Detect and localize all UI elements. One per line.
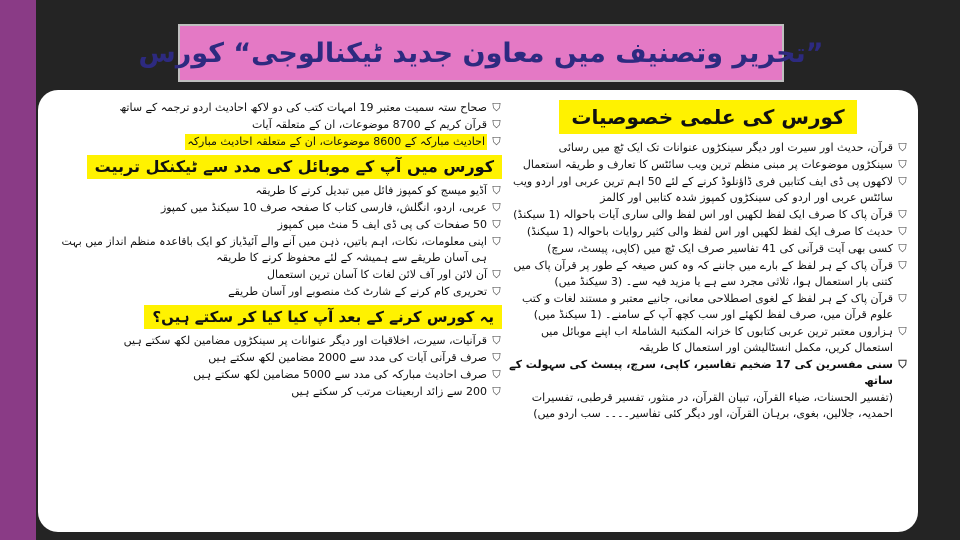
shield-icon: ⛉ [492, 118, 501, 131]
side-stripe [0, 0, 36, 540]
shield-icon: ⛉ [492, 368, 501, 381]
list-item: ⛉ قرآنیات، سیرت، اخلاقیات اور دیگر عنوانات پر سینکڑوں مضامین لکھ سکتے ہیں [123, 334, 501, 347]
shield-icon: ⛉ [898, 292, 907, 305]
shield-icon: ⛉ [492, 235, 501, 248]
list-item: ⛉ صرف احادیث مبارکہ کی مدد سے 5000 مضامین لکھ سکتے ہیں [193, 368, 501, 381]
list-item: ⛉ ہزاروں معتبر ترین عربی کتابوں کا خزانہ المکتبۃ الشاملۃ اب اپنے موبائل میں استعمال کریں، مکمل انسٹالیشن اور استعمال کا طریقہ [540, 325, 907, 354]
section-heading-features: کورس کی علمی خصوصیات [508, 100, 908, 134]
shield-icon: ⛉ [492, 385, 501, 398]
shield-icon: ⛉ [492, 101, 501, 114]
shield-icon: ⛉ [898, 225, 907, 238]
shield-icon: ⛉ [898, 259, 907, 272]
content-card [38, 90, 918, 532]
shield-icon: ⛉ [492, 218, 501, 231]
list-item: ⛉ سینکڑوں موضوعات پر مبنی منظم ترین ویب سائٹس کا تعارف و طریقہ استعمال [522, 158, 907, 171]
list-item: ⛉ آن لائن اور آف لائن لغات کا آسان ترین استعمال [267, 268, 501, 281]
shield-icon: ⛉ [898, 175, 907, 188]
list-item: ⛉ لاکھوں پی ڈی ایف کتابیں فری ڈاؤنلوڈ کرنے کے لئے 50 اہم ترین عربی اور اردو ویب سائٹس عربی اور اردو کی سینکڑوں کمپوز شدہ کتابیں اور کالمز [513, 175, 907, 204]
list-item: ⛉ حدیث کا صرف ایک لفظ لکھیں اور اس لفظ والی کثیر روایات باحوالہ (1 سیکنڈ) [526, 225, 907, 238]
list-item: ⛉ قرآن کریم کے 8700 موضوعات، ان کے متعلقہ آیات [251, 118, 501, 131]
shield-icon: ⛉ [492, 135, 501, 148]
shield-icon: ⛉ [898, 158, 907, 171]
list-item: ⛉ تحریری کام کرنے کے شارٹ کٹ منصوبے اور آسان طریقے [228, 285, 501, 298]
list-item: ⛉ سنی مفسرین کی 17 ضخیم تفاسیر، کاپی، سرچ، پیسٹ کی سہولت کے ساتھ [509, 358, 907, 387]
list-item: ⛉ صرف قرآنی آیات کی مدد سے 2000 مضامین لکھ سکتے ہیں [208, 351, 501, 364]
section-heading-mobile: کورس میں آپ کے موبائل کی مدد سے ٹیکنکل تربیت [56, 151, 502, 183]
tafsir-list: (تفسیر الحسنات، ضیاء القرآن، تبیان القرآن، در منثور، تفسیر قرطبی، تفسیرات احمدیہ، جلالین، بغوی، برہان القرآن، اور دیگر کئی تفاسیر۔۔۔۔ سب اردو میں) [531, 391, 893, 420]
right-column [508, 100, 908, 423]
shield-icon: ⛉ [492, 334, 501, 347]
list-item: ⛉ قرآن پاک کے ہر لفظ کے لغوی اصطلاحی معانی، جانیے معتبر و مستند لغات و کتب علوم قرآن میں، صرف لفظ لکھئے اور سب کچھ آپ کے سامنے۔ (1 سیکنڈ میں) [522, 292, 907, 321]
shield-icon: ⛉ [898, 242, 907, 255]
shield-icon: ⛉ [492, 201, 501, 214]
list-item: ⛉ قرآن پاک کے ہر لفظ کے بارے میں جاننے کہ وہ کس صیغہ کے طور پر قرآن پاک میں کتنی بار استعمال ہوا، ثلاثی مجرد سے ہے یا مزید فیہ سے۔ (3 سیکنڈ میں) [513, 259, 907, 288]
shield-icon: ⛉ [898, 208, 907, 221]
list-item: ⛉ صحاح ستہ سمیت معتبر 19 امہات کتب کی دو لاکھ احادیث اردو ترجمہ کے ساتھ [119, 101, 501, 114]
list-item: ⛉ احادیث مبارکہ کے 8600 موضوعات، ان کے متعلقہ احادیث مبارکہ [187, 135, 501, 148]
left-column [56, 100, 502, 401]
shield-icon: ⛉ [492, 268, 501, 281]
shield-icon: ⛉ [492, 285, 501, 298]
list-item: ⛉ اپنی معلومات، نکات، اہم باتیں، ذہن میں آنے والے آئیڈیاز کو ایک باقاعدہ منظم انداز میں بہت ہی آسان طریقے سے ہمیشہ کے لئے محفوظ کرنے کا طریقہ [61, 235, 501, 264]
shield-icon: ⛉ [898, 141, 907, 154]
list-item: ⛉ 200 سے زائد اربعینات مرتب کر سکتے ہیں [291, 385, 501, 398]
list-item: ⛉ قرآن پاک کا صرف ایک لفظ لکھیں اور اس لفظ والی ساری آیات باحوالہ (1 سیکنڈ) [513, 208, 907, 221]
page-title: ”تحریر وتصنیف میں معاون جدید ٹیکنالوجی“ کورس [138, 37, 824, 69]
list-item: ⛉ عربی، اردو، انگلش، فارسی کتاب کا صفحہ صرف 10 سیکنڈ میں کمپوز [160, 201, 501, 214]
list-item: ⛉ آڈیو میسج کو کمپوز فائل میں تبدیل کرنے کا طریقہ [255, 184, 501, 197]
shield-icon: ⛉ [492, 184, 501, 197]
shield-icon: ⛉ [492, 351, 501, 364]
shield-icon: ⛉ [898, 358, 907, 371]
shield-icon: ⛉ [898, 325, 907, 338]
section-heading-after: یہ کورس کرنے کے بعد آپ کیا کیا کر سکتے ہیں؟ [56, 301, 502, 333]
list-item: ⛉ قرآن، حدیث اور سیرت اور دیگر سینکڑوں عنوانات تک ایک ٹچ میں رسائی [558, 141, 907, 154]
list-item: ⛉ 50 صفحات کی پی ڈی ایف 5 منٹ میں کمپوز [277, 218, 501, 231]
title-banner [138, 24, 824, 82]
list-item: ⛉ کسی بھی آیت قرآنی کی 41 تفاسیر صرف ایک ٹچ میں (کاپی، پیسٹ، سرچ) [547, 242, 907, 255]
